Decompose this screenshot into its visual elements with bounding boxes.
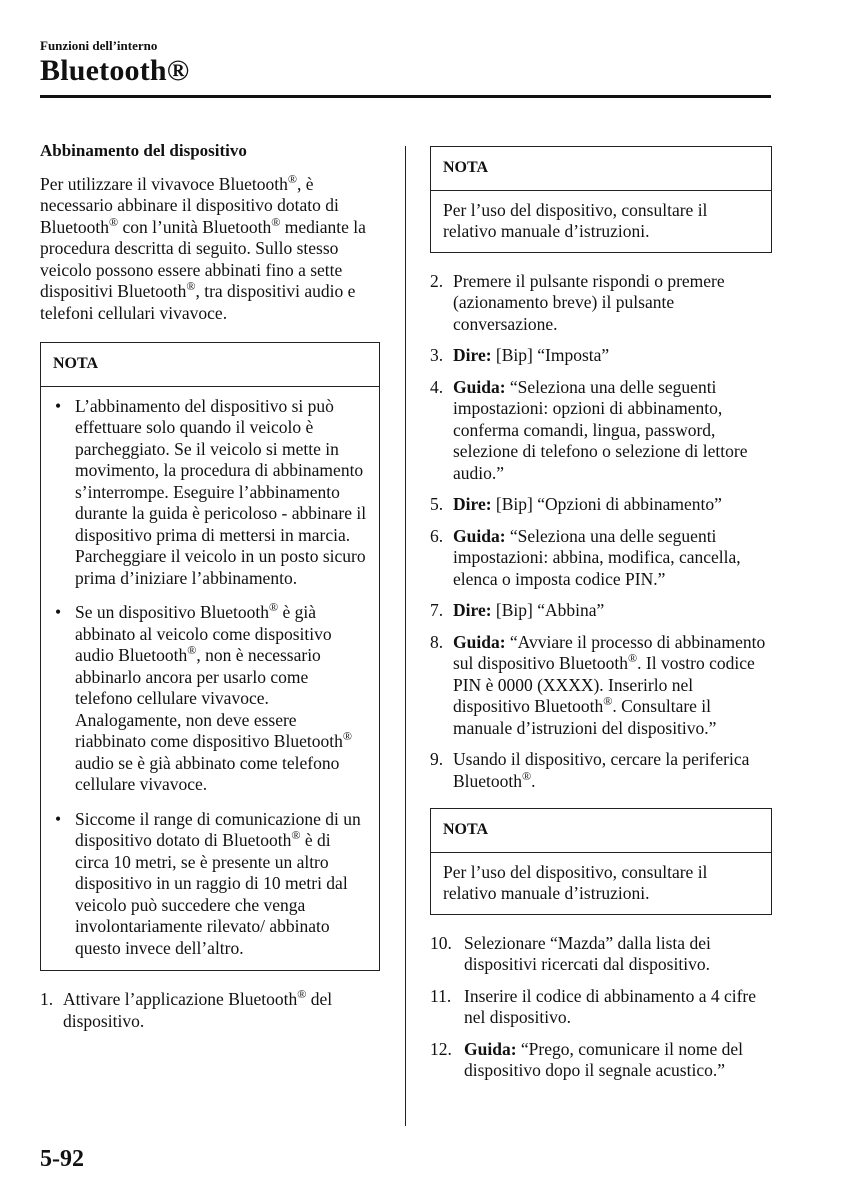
step-text: “Seleziona una delle seguenti impostazioni: abbina, modifica, cancella, elenca o imposta codice PIN.”	[453, 525, 741, 589]
step-number: 5.	[430, 494, 444, 514]
step-number: 6.	[430, 525, 444, 546]
step-text: Usando il dispositivo, cercare la periferica Bluetooth	[453, 749, 750, 791]
page-number: 5-92	[40, 1146, 84, 1172]
note-box	[40, 342, 380, 971]
step-text: Premere il pulsante rispondi o premere (azionamento breve) il pulsante conversazione.	[453, 270, 725, 334]
step-label: Guida:	[453, 631, 506, 652]
note-bullet	[53, 809, 367, 960]
section-heading: Abbinamento del dispositivo	[40, 141, 247, 160]
registered-mark: ®	[287, 171, 297, 186]
step-text: [Bip] “Imposta”	[491, 345, 610, 365]
step-label: Dire:	[453, 600, 492, 620]
note-body: Per l’uso del dispositivo, consultare il relativo manuale d’istruzioni.	[443, 199, 708, 241]
note-bullet-list	[53, 396, 367, 960]
step-text: .	[531, 770, 536, 791]
step-text: . Consultare il manuale d’istruzioni del dispositivo.”	[453, 696, 717, 738]
header-rule	[40, 95, 771, 98]
registered-mark: ®	[268, 600, 279, 615]
note-box	[430, 146, 772, 253]
section-header: Funzioni dell’interno	[40, 38, 158, 53]
step-text: [Bip] “Opzioni di abbinamento”	[491, 494, 722, 514]
step-item	[430, 526, 772, 591]
step-item	[430, 986, 772, 1029]
registered-mark: ®	[297, 987, 307, 1002]
note-title: NOTA	[431, 809, 771, 853]
registered-mark: ®	[603, 694, 613, 709]
right-column	[430, 146, 772, 1092]
step-text: Selezionare “Mazda” dalla lista dei dispositivi ricercati dal dispositivo.	[464, 932, 711, 974]
step-number: 4.	[430, 376, 444, 397]
step-text: del dispositivo.	[63, 989, 333, 1031]
step-item	[430, 345, 772, 367]
note-title: NOTA	[431, 147, 771, 191]
step-label: Guida:	[464, 1038, 517, 1059]
steps-list	[40, 989, 380, 1032]
note-bullet	[53, 602, 367, 796]
step-label: Dire:	[453, 345, 492, 365]
registered-mark: ®	[187, 643, 197, 658]
step-text: “Seleziona una delle seguenti impostazioni: opzioni di abbinamento, conferma comandi, lingua, password, selezione di telefono o selezione di lettore audio.”	[453, 376, 748, 483]
intro-paragraph	[40, 171, 380, 325]
registered-mark: ®	[109, 214, 119, 229]
note-body	[41, 387, 379, 971]
step-item	[430, 933, 772, 976]
step-item	[430, 377, 772, 485]
bullet-text: è di circa 10 metri, se è presente un altro dispositivo in un raggio di 10 metri dal veicolo può succedere che venga involontariamente rilevato/ abbinato questo invece dell’altro.	[75, 830, 348, 958]
step-number: 2.	[430, 270, 444, 291]
step-number: 9.	[430, 749, 444, 769]
step-text: Attivare l’applicazione Bluetooth	[63, 989, 298, 1009]
intro-text: Per utilizzare il vivavoce Bluetooth	[40, 173, 288, 194]
registered-mark: ®	[342, 729, 352, 744]
registered-mark: ®	[522, 768, 532, 783]
step-number: 7.	[430, 600, 444, 620]
step-text: [Bip] “Abbina”	[491, 600, 605, 620]
step-item	[430, 1039, 772, 1082]
step-item	[430, 749, 772, 792]
step-number: 11.	[430, 985, 452, 1006]
note-title: NOTA	[41, 343, 379, 387]
left-column	[40, 140, 380, 1042]
step-number: 12.	[430, 1038, 452, 1059]
step-item	[430, 494, 772, 516]
bullet-text: Se un dispositivo Bluetooth	[75, 602, 269, 622]
page-title: Bluetooth®	[40, 54, 190, 87]
note-body: Per l’uso del dispositivo, consultare il relativo manuale d’istruzioni.	[443, 861, 708, 903]
step-item	[40, 989, 380, 1032]
step-label: Guida:	[453, 525, 506, 546]
step-number: 8.	[430, 631, 444, 652]
column-divider	[405, 146, 406, 1126]
bullet-text: , non è necessario abbinarlo ancora per usarlo come telefono cellulare vivavoce. Analogamente, non deve essere riabbinato come dispositivo Bluetooth	[75, 645, 343, 751]
step-label: Guida:	[453, 376, 506, 397]
step-label: Dire:	[453, 494, 492, 514]
step-text: “Prego, comunicare il nome del dispositivo dopo il segnale acustico.”	[464, 1038, 743, 1080]
step-number: 1.	[40, 989, 54, 1009]
step-number: 10.	[430, 932, 452, 953]
registered-mark: ®	[291, 828, 301, 843]
registered-mark: ®	[628, 651, 638, 666]
note-bullet: • L’abbinamento del dispositivo si può effettuare solo quando il veicolo è parcheggiato. Se il veicolo si mette in movimento, la procedura di abbinamento s’interrompe. Eseguire l’abbinamento durante la guida è pericoloso - abbinare il dispositivo prima di mettersi in marcia. Parcheggiare il veicolo in un posto sicuro prima d’iniziare l’abbinamento.	[53, 396, 367, 590]
step-item	[430, 600, 772, 622]
step-text: . Il vostro codice PIN è 0000 (XXXX). Inserirlo nel dispositivo Bluetooth	[453, 653, 755, 716]
intro-text: mediante la procedura descritta di seguito. Sullo stesso veicolo possono essere abbinati fino a sette dispositivi Bluetooth	[40, 216, 366, 301]
step-number: 3.	[430, 345, 444, 365]
intro-text: con l’unità Bluetooth	[118, 216, 272, 237]
intro-text: , tra dispositivi audio e telefoni cellulari vivavoce.	[40, 281, 356, 323]
bullet-text: audio se è già abbinato come telefono cellulare vivavoce.	[75, 752, 340, 794]
steps-list	[430, 933, 772, 1082]
step-item	[430, 632, 772, 740]
step-text: Inserire il codice di abbinamento a 4 cifre nel dispositivo.	[464, 985, 757, 1027]
steps-list	[430, 271, 772, 793]
intro-text: , è necessario abbinare il dispositivo dotato di Bluetooth	[40, 173, 339, 237]
registered-mark: ®	[186, 279, 196, 294]
registered-mark: ®	[271, 214, 281, 229]
step-text: “Avviare il processo di abbinamento sul dispositivo Bluetooth	[453, 631, 766, 673]
note-box	[430, 808, 772, 915]
step-item	[430, 271, 772, 336]
bullet-text: Siccome il range di comunicazione di un dispositivo dotato di Bluetooth	[75, 808, 361, 850]
bullet-text: è già abbinato al veicolo come dispositivo audio Bluetooth	[75, 602, 332, 665]
